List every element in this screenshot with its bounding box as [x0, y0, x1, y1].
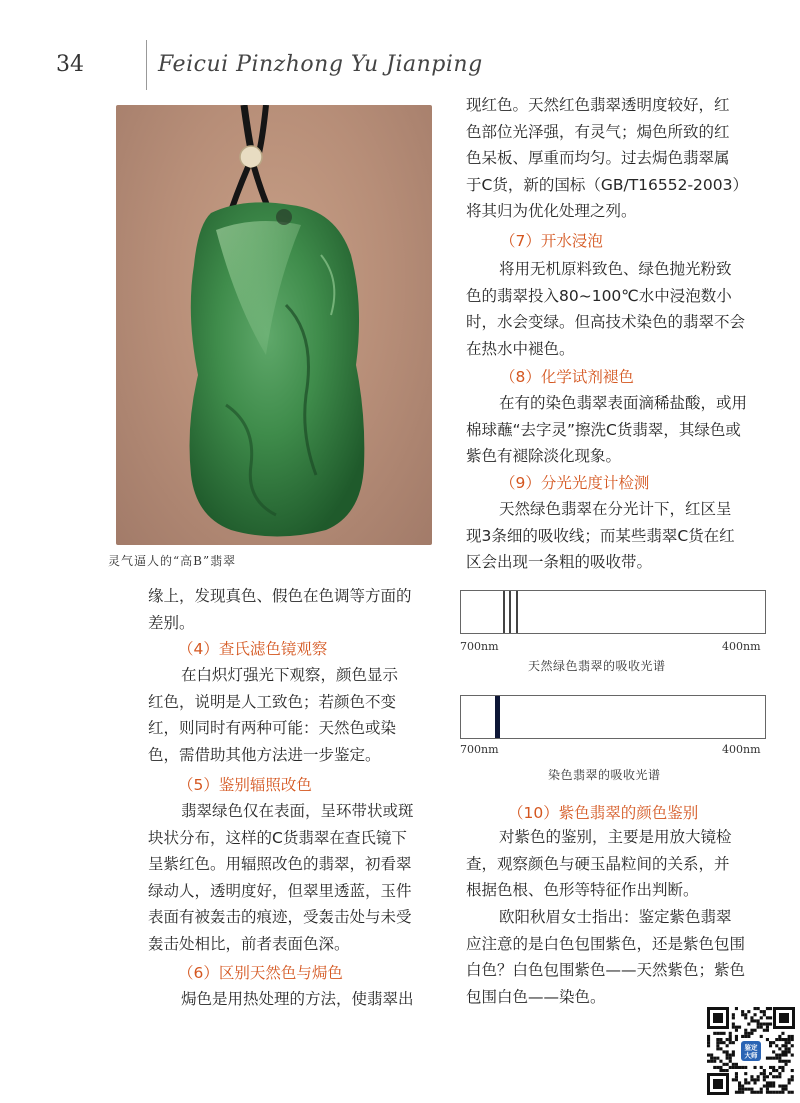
text-line: 轰击处相比，前者表面色深。: [148, 934, 350, 953]
section-heading-6: （6）区别天然色与焗色: [178, 964, 343, 982]
text-line: 时，水会变绿。但高技术染色的翡翠不会: [466, 313, 746, 331]
text-line: 现红色。天然红色翡翠透明度较好，红: [466, 96, 730, 114]
text-line: 色呆板、厚重而均匀。过去焗色翡翠属: [466, 149, 730, 167]
text-line: 呈紫红色。用辐照改色的翡翠，初看翠: [148, 855, 412, 873]
spectrum-caption: 染色翡翠的吸收光谱: [548, 768, 661, 782]
text-line: 区会出现一条粗的吸收带。: [466, 553, 653, 571]
dyed-jade-spectrum: [460, 695, 766, 739]
running-head: Feicui Pinzhong Yu Jianping: [158, 52, 483, 77]
text-line: 色的翡翠投入80~100℃水中浸泡数小: [466, 286, 732, 305]
text-line: 焗色是用热处理的方法，使翡翠出: [181, 990, 414, 1008]
text-line: 绿动人，透明度好，但翠里透蓝，玉件: [148, 881, 412, 900]
paragraph: [466, 256, 772, 362]
page-number: 34: [56, 52, 84, 77]
qr-code-icon: [705, 1005, 797, 1097]
text-line: 白色？白色包围紫色——天然紫色；紫色: [466, 961, 746, 979]
jade-pendant-photo: [116, 105, 432, 545]
natural-jade-spectrum: [460, 590, 766, 634]
text-line: 在白炽灯强光下观察，颜色显示: [181, 666, 399, 684]
section-heading-7: （7）开水浸泡: [500, 232, 603, 250]
text-line: 棉球蘸“去字灵”擦洗C货翡翠，其绿色或: [466, 420, 741, 439]
spectrum-right-label: 400nm: [722, 640, 761, 653]
spectrum-left-label: 700nm: [460, 640, 499, 653]
section-heading-4: （4）查氏滤色镜观察: [178, 640, 328, 658]
text-line: 紫色有褪除淡化现象。: [466, 447, 622, 465]
section-heading-8: （8）化学试剂褪色: [500, 368, 634, 386]
text-line: 在热水中褪色。: [466, 339, 575, 358]
absorption-line: [516, 591, 518, 633]
text-line: 欧阳秋眉女士指出：鉴定紫色翡翠: [499, 908, 732, 926]
spectrum-caption: 天然绿色翡翠的吸收光谱: [528, 659, 666, 673]
paragraph: [466, 904, 772, 1010]
spectrum-left-label: 700nm: [460, 743, 499, 756]
text-line: 对紫色的鉴别，主要是用放大镜检: [499, 828, 732, 846]
text-line: 红色，说明是人工致色；若颜色不变: [148, 692, 397, 711]
paragraph: [148, 583, 442, 636]
paragraph: [148, 986, 442, 1013]
text-line: 根据色根、色形等特征作出判断。: [466, 881, 699, 899]
paragraph: [466, 390, 772, 470]
text-line: 于C货，新的国标（GB/T16552-2003）: [466, 175, 749, 194]
absorption-line: [509, 591, 511, 633]
paragraph: [466, 824, 772, 904]
qr-code[interactable]: [705, 1005, 797, 1097]
text-line: 差别。: [148, 613, 195, 632]
text-line: 块状分布，这样的C货翡翠在查氏镜下: [148, 828, 407, 847]
text-line: 色部位光泽强，有灵气；焗色所致的红: [466, 122, 730, 141]
paragraph: [148, 662, 442, 768]
spectrum-right-label: 400nm: [722, 743, 761, 756]
text-line: 天然绿色翡翠在分光计下，红区呈: [499, 500, 732, 518]
text-line: 缘上，发现真色、假色在色调等方面的: [148, 587, 412, 605]
paragraph: [148, 798, 442, 957]
text-line: 现3条细的吸收线；而某些翡翠C货在红: [466, 526, 735, 545]
text-line: 包围白色——染色。: [466, 987, 606, 1006]
section-heading-9: （9）分光光度计检测: [500, 474, 650, 492]
text-line: 色，需借助其他方法进一步鉴定。: [148, 745, 381, 764]
text-line: 将其归为优化处理之列。: [466, 202, 637, 220]
paragraph: [466, 92, 772, 225]
paragraph: [466, 496, 772, 576]
header-divider: [146, 40, 147, 90]
section-heading-10: （10）紫色翡翠的颜色鉴别: [508, 804, 699, 822]
text-line: 查，观察颜色与硬玉晶粒间的关系，并: [466, 854, 730, 873]
svg-text:鉴定: 鉴定: [744, 1043, 758, 1052]
text-line: 应注意的是白色包围紫色，还是紫色包围: [466, 934, 746, 953]
text-line: 将用无机原料致色、绿色抛光粉致: [499, 260, 732, 278]
absorption-line: [503, 591, 505, 633]
text-line: 表面有被轰击的痕迹，受轰击处与未受: [148, 908, 412, 926]
text-line: 翡翠绿色仅在表面，呈环带状或斑: [181, 802, 414, 820]
text-line: 在有的染色翡翠表面滴稀盐酸，或用: [499, 394, 748, 412]
absorption-band: [495, 696, 500, 738]
svg-text:大师: 大师: [744, 1051, 758, 1060]
section-heading-5: （5）鉴别辐照改色: [178, 776, 312, 794]
photo-caption: 灵气逼人的“高B”翡翠: [108, 554, 237, 568]
text-line: 红，则同时有两种可能：天然色或染: [148, 719, 397, 737]
